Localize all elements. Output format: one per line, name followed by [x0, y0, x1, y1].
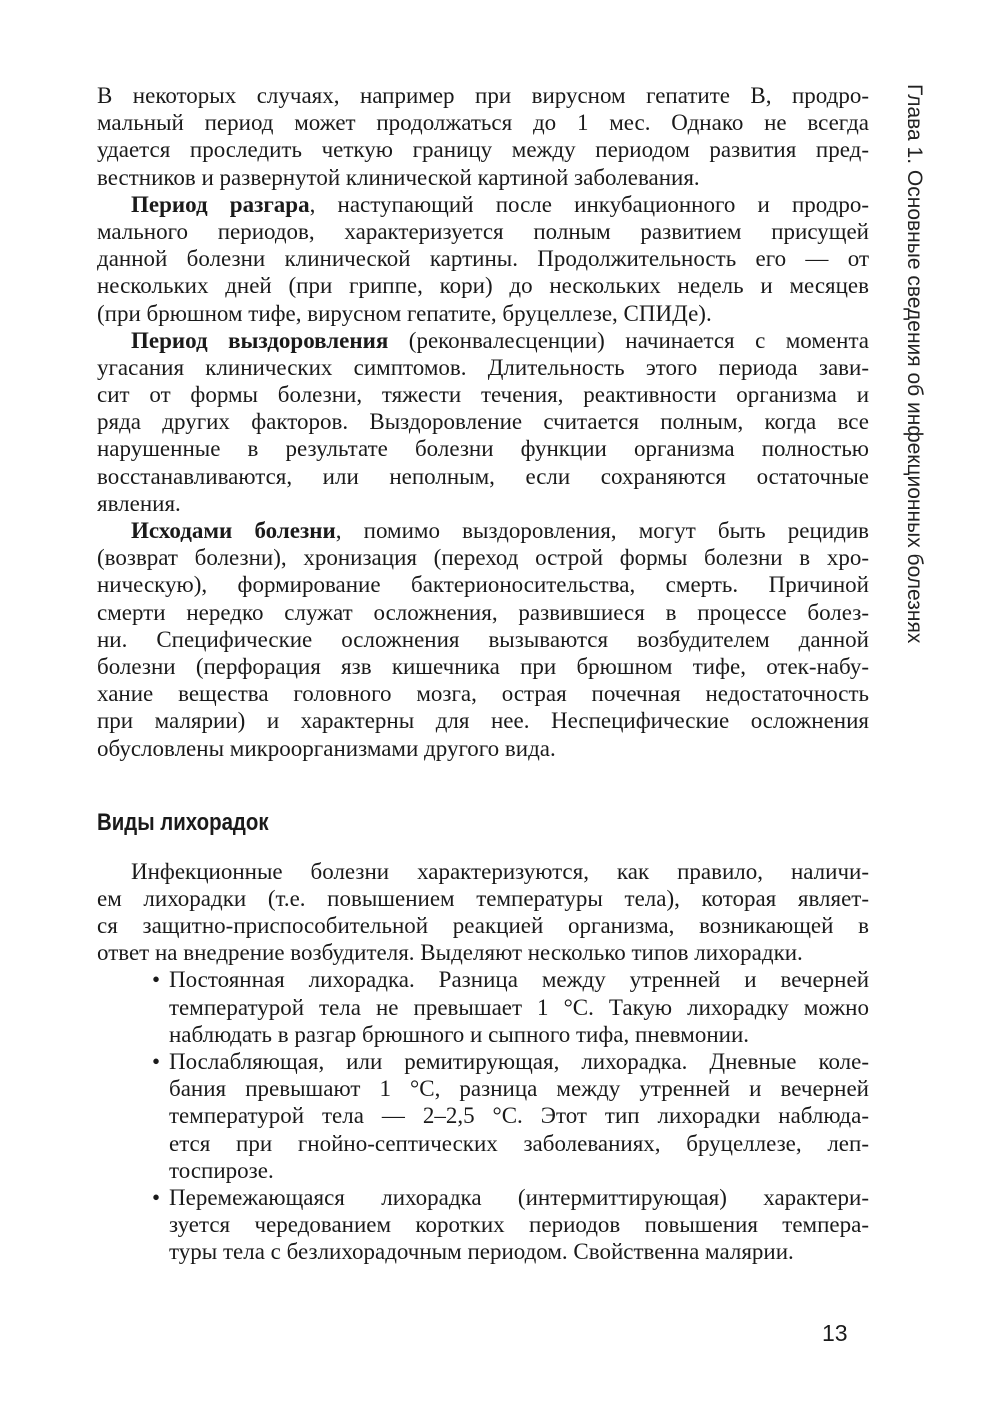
text-line — [97, 517, 869, 544]
line-text: ни. Специфические осложнения вызываются возбудителем данной — [97, 626, 869, 652]
text-line — [169, 994, 869, 1021]
text-line — [169, 1184, 869, 1211]
paragraph — [97, 327, 869, 517]
text-line — [97, 327, 869, 354]
line-text: В некоторых случаях, например при вирусном гепатите В, продро- — [97, 83, 869, 108]
bold-term: Исходами болезни — [131, 518, 336, 543]
bullet-icon: • — [152, 967, 161, 993]
section-heading: Виды лихорадок — [97, 808, 269, 836]
line-text: обусловлены микроорганизмами другого вида. — [97, 735, 556, 761]
text-line — [97, 939, 869, 966]
line-text: ответ на внедрение возбудителя. Выделяют несколько типов лихорадки. — [97, 940, 803, 966]
line-text: ряда других факторов. Выздоровление считается полным, когда все — [97, 409, 869, 435]
text-line — [169, 1075, 869, 1102]
bullet-item — [97, 966, 869, 1048]
text-line — [169, 1102, 869, 1129]
line-text: нескольких дней (при гриппе, кори) до нескольких недель и месяцев — [97, 273, 869, 299]
line-text: наблюдать в разгар брюшного и сыпного тифа, пневмонии. — [169, 1021, 749, 1047]
text-line — [169, 1211, 869, 1238]
text-line — [97, 912, 869, 939]
text-line — [97, 136, 869, 163]
text-line — [97, 707, 869, 734]
paragraph — [97, 82, 869, 191]
text-line — [97, 435, 869, 462]
line-text: мального периодов, характеризуется полным развитием присущей — [97, 218, 869, 244]
text-line — [169, 1238, 869, 1265]
line-text: при малярии) и характерны для нее. Неспецифические осложнения — [97, 708, 869, 734]
line-text: болезни (перфорация язв кишечника при брюшном тифе, отек-набу- — [97, 653, 869, 679]
text-line — [97, 82, 869, 109]
bold-term: Период разгара — [131, 191, 310, 217]
line-text: вестников и развернутой клинической картиной заболевания. — [97, 164, 700, 190]
intro-paragraph — [97, 858, 869, 967]
page-number: 13 — [822, 1320, 848, 1346]
text-line — [97, 858, 869, 885]
text-line — [97, 599, 869, 626]
paragraph — [97, 517, 869, 762]
line-text: Постоянная лихорадка. Разница между утренней и вечерней — [169, 967, 869, 993]
line-text: бания превышают 1 °С, разница между утренней и вечерней — [169, 1076, 869, 1102]
line-text: ся защитно-приспособительной реакцией организма, возникающей в — [97, 913, 869, 939]
text-line — [97, 218, 869, 245]
text-line — [169, 966, 869, 993]
line-text: (при брюшном тифе, вирусном гепатите, бруцеллезе, СПИДе). — [97, 300, 712, 326]
text-line — [97, 490, 869, 517]
text-line — [97, 571, 869, 598]
line-text: туры тела с безлихорадочным периодом. Свойственна малярии. — [169, 1239, 794, 1265]
page-body — [97, 82, 869, 1266]
line-text: явления. — [97, 490, 181, 516]
line-text: зуется чередованием коротких периодов повышения темпера- — [169, 1212, 869, 1238]
text-line — [97, 109, 869, 136]
text-line — [97, 300, 869, 327]
bullet-item — [97, 1048, 869, 1184]
line-text: угасания клинических симптомов. Длительность этого периода зави- — [97, 354, 869, 380]
text-line — [97, 680, 869, 707]
text-line — [97, 544, 869, 571]
text-line — [169, 1130, 869, 1157]
text-line — [169, 1157, 869, 1184]
paragraphs — [97, 82, 869, 762]
bullet-icon: • — [152, 1184, 161, 1210]
line-text: хание вещества головного мозга, острая почечная недостаточность — [97, 681, 869, 707]
bullet-item — [97, 1184, 869, 1266]
text-line — [97, 653, 869, 680]
line-text: , наступающий после инкубационного и продро- — [309, 191, 870, 217]
line-text: (реконвалесценции) начинается с момента — [388, 327, 869, 353]
bullet-icon: • — [152, 1049, 161, 1074]
line-text: температурой тела — 2–2,5 °С. Этот тип лихорадки наблюда- — [169, 1103, 869, 1129]
text-line — [97, 245, 869, 272]
text-line — [97, 354, 869, 381]
line-text: данной болезни клинической картины. Продолжительность его — от — [97, 246, 869, 272]
line-text: ническую), формирование бактерионосительства, смерть. Причиной — [97, 572, 869, 598]
line-text: удается проследить четкую границу между периодом развития пред- — [97, 137, 869, 163]
line-text: (возврат болезни), хронизация (переход острой формы болезни в хро- — [97, 545, 869, 571]
running-head: Глава 1. Основные сведения об инфекционных болезнях — [903, 84, 926, 644]
text-line — [97, 164, 869, 191]
line-text: , помимо выздоровления, могут быть рецидив — [335, 518, 869, 543]
line-text: тоспирозе. — [169, 1157, 274, 1183]
line-text: сит от формы болезни, тяжести течения, реактивности организма и — [97, 382, 869, 408]
paragraph — [97, 191, 869, 327]
text-line — [97, 408, 869, 435]
bold-term: Период выздоровления — [131, 327, 389, 353]
bullet-list — [97, 966, 869, 1265]
text-line — [97, 735, 869, 762]
line-text: ем лихорадки (т.е. повышением температуры тела), которая являет- — [97, 885, 869, 911]
text-line — [169, 1021, 869, 1048]
text-line — [97, 191, 869, 218]
line-text: Перемежающаяся лихорадка (интермиттирующая) характери- — [169, 1184, 869, 1210]
line-text: Послабляющая, или ремитирующая, лихорадка. Дневные коле- — [169, 1049, 869, 1074]
text-line — [169, 1048, 869, 1075]
line-text: Инфекционные болезни характеризуются, как правило, наличи- — [131, 858, 869, 884]
line-text: мальный период может продолжаться до 1 мес. Однако не всегда — [97, 110, 869, 136]
text-line — [97, 463, 869, 490]
line-text: смерти нередко служат осложнения, развившиеся в процессе болез- — [97, 599, 869, 625]
line-text: температурой тела не превышает 1 °С. Такую лихорадку можно — [169, 994, 869, 1020]
text-line — [97, 272, 869, 299]
text-line — [97, 381, 869, 408]
text-line — [97, 626, 869, 653]
line-text: восстанавливаются, или неполным, если сохраняются остаточные — [97, 463, 869, 489]
line-text: ется при гнойно-септических заболеваниях, бруцеллезе, леп- — [169, 1130, 869, 1156]
text-line — [97, 885, 869, 912]
line-text: нарушенные в результате болезни функции организма полностью — [97, 436, 869, 462]
